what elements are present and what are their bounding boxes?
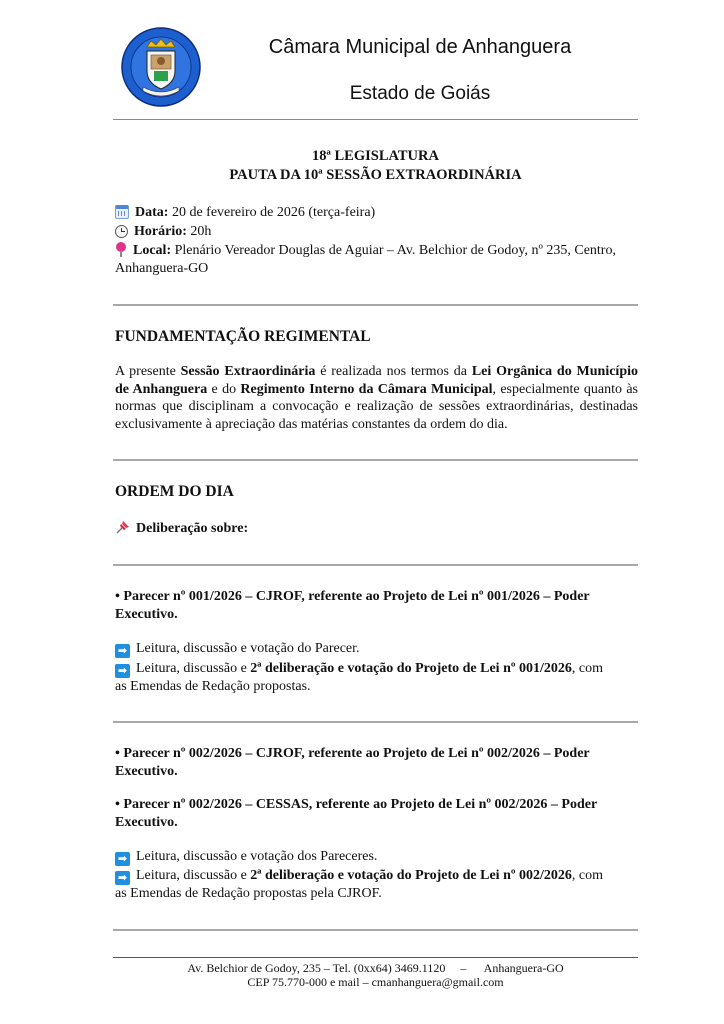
footer-contact: CEP 75.770-000 e mail – cmanhanguera@gmail.com — [247, 975, 504, 989]
institution-name: Câmara Municipal de Anhanguera — [268, 36, 572, 58]
item1-title-cont: Executivo. — [115, 607, 178, 622]
place-value: Plenário Vereador Douglas de Aguiar – Av. Belchior de Godoy, nº 235, Centro, — [171, 243, 616, 258]
item2-step-2-cont: as Emendas de Redação propostas pela CJROF. — [115, 886, 382, 901]
institution-state: Estado de Goiás — [349, 83, 491, 104]
item2-title-a-cont: Executivo. — [115, 764, 178, 779]
item2-step-2: ➡ Leitura, discussão e 2ª deliberação e votação do Projeto de Lei nº 002/2026, com — [115, 867, 640, 885]
item1-title: • Parecer nº 001/2026 – CJROF, referente ao Projeto de Lei nº 001/2026 – Poder — [115, 589, 590, 604]
session-heading: PAUTA DA 10ª SESSÃO EXTRAORDINÁRIA — [229, 167, 522, 183]
footer-divider — [113, 957, 638, 958]
calendar-icon — [115, 205, 129, 219]
arrow-right-icon: ➡ — [115, 644, 130, 658]
location-pin-icon — [115, 242, 127, 257]
time-label: Horário: — [134, 224, 187, 239]
arrow-right-icon: ➡ — [115, 852, 130, 866]
deliberacao-label: Deliberação sobre: — [115, 520, 640, 538]
item2-title-b: • Parecer nº 002/2026 – CESSAS, referente ao Projeto de Lei nº 002/2026 – Poder — [115, 797, 598, 812]
municipal-coat-of-arms-icon — [121, 27, 201, 107]
legislature-heading: 18ª LEGISLATURA — [312, 148, 439, 164]
place-label: Local: — [133, 243, 172, 258]
item1-step-1: ➡ Leitura, discussão e votação do Parecer. — [115, 640, 640, 658]
footer-address: Av. Belchior de Godoy, 235 – Tel. (0xx64) 3469.1120 – Anhanguera-GO — [187, 961, 564, 975]
clock-icon — [115, 225, 128, 238]
item2-step-1: ➡ Leitura, discussão e votação dos Pareceres. — [115, 848, 640, 866]
session-place — [115, 242, 640, 260]
date-value: 20 de fevereiro de 2026 (terça-feira) — [168, 205, 376, 220]
item2-title-a: • Parecer nº 002/2026 – CJROF, referente ao Projeto de Lei nº 002/2026 – Poder — [115, 746, 590, 761]
item1-step-2-cont: as Emendas de Redação propostas. — [115, 679, 311, 694]
time-value: 20h — [186, 224, 212, 239]
item1-step-2: ➡ Leitura, discussão e 2ª deliberação e votação do Projeto de Lei nº 001/2026, com — [115, 660, 640, 678]
pushpin-icon — [115, 520, 130, 535]
session-place-city: Anhanguera-GO — [115, 261, 209, 276]
date-label: Data: — [135, 205, 169, 220]
ordem-do-dia-title: ORDEM DO DIA — [115, 483, 234, 500]
item2-title-b-cont: Executivo. — [115, 815, 178, 830]
section-divider — [113, 304, 638, 306]
section-divider — [113, 564, 638, 566]
section-divider — [113, 721, 638, 723]
session-time — [115, 223, 640, 241]
arrow-right-icon: ➡ — [115, 664, 130, 678]
fundamentacao-title: FUNDAMENTAÇÃO REGIMENTAL — [115, 328, 371, 345]
session-date — [115, 204, 640, 222]
section-divider — [113, 929, 638, 931]
fundamentacao-paragraph: A presente Sessão Extraordinária é realizada nos termos da Lei Orgânica do Município de Anhanguera e do Regimento Interno da Câmara Municipal, especialmente quanto às normas que disciplinam a convocação e realização de sessões extraordinárias, destinadas exclusivamente à apreciação das matérias constantes da ordem do dia. — [115, 364, 639, 432]
arrow-right-icon: ➡ — [115, 871, 130, 885]
header-divider — [113, 119, 638, 120]
section-divider — [113, 459, 638, 461]
